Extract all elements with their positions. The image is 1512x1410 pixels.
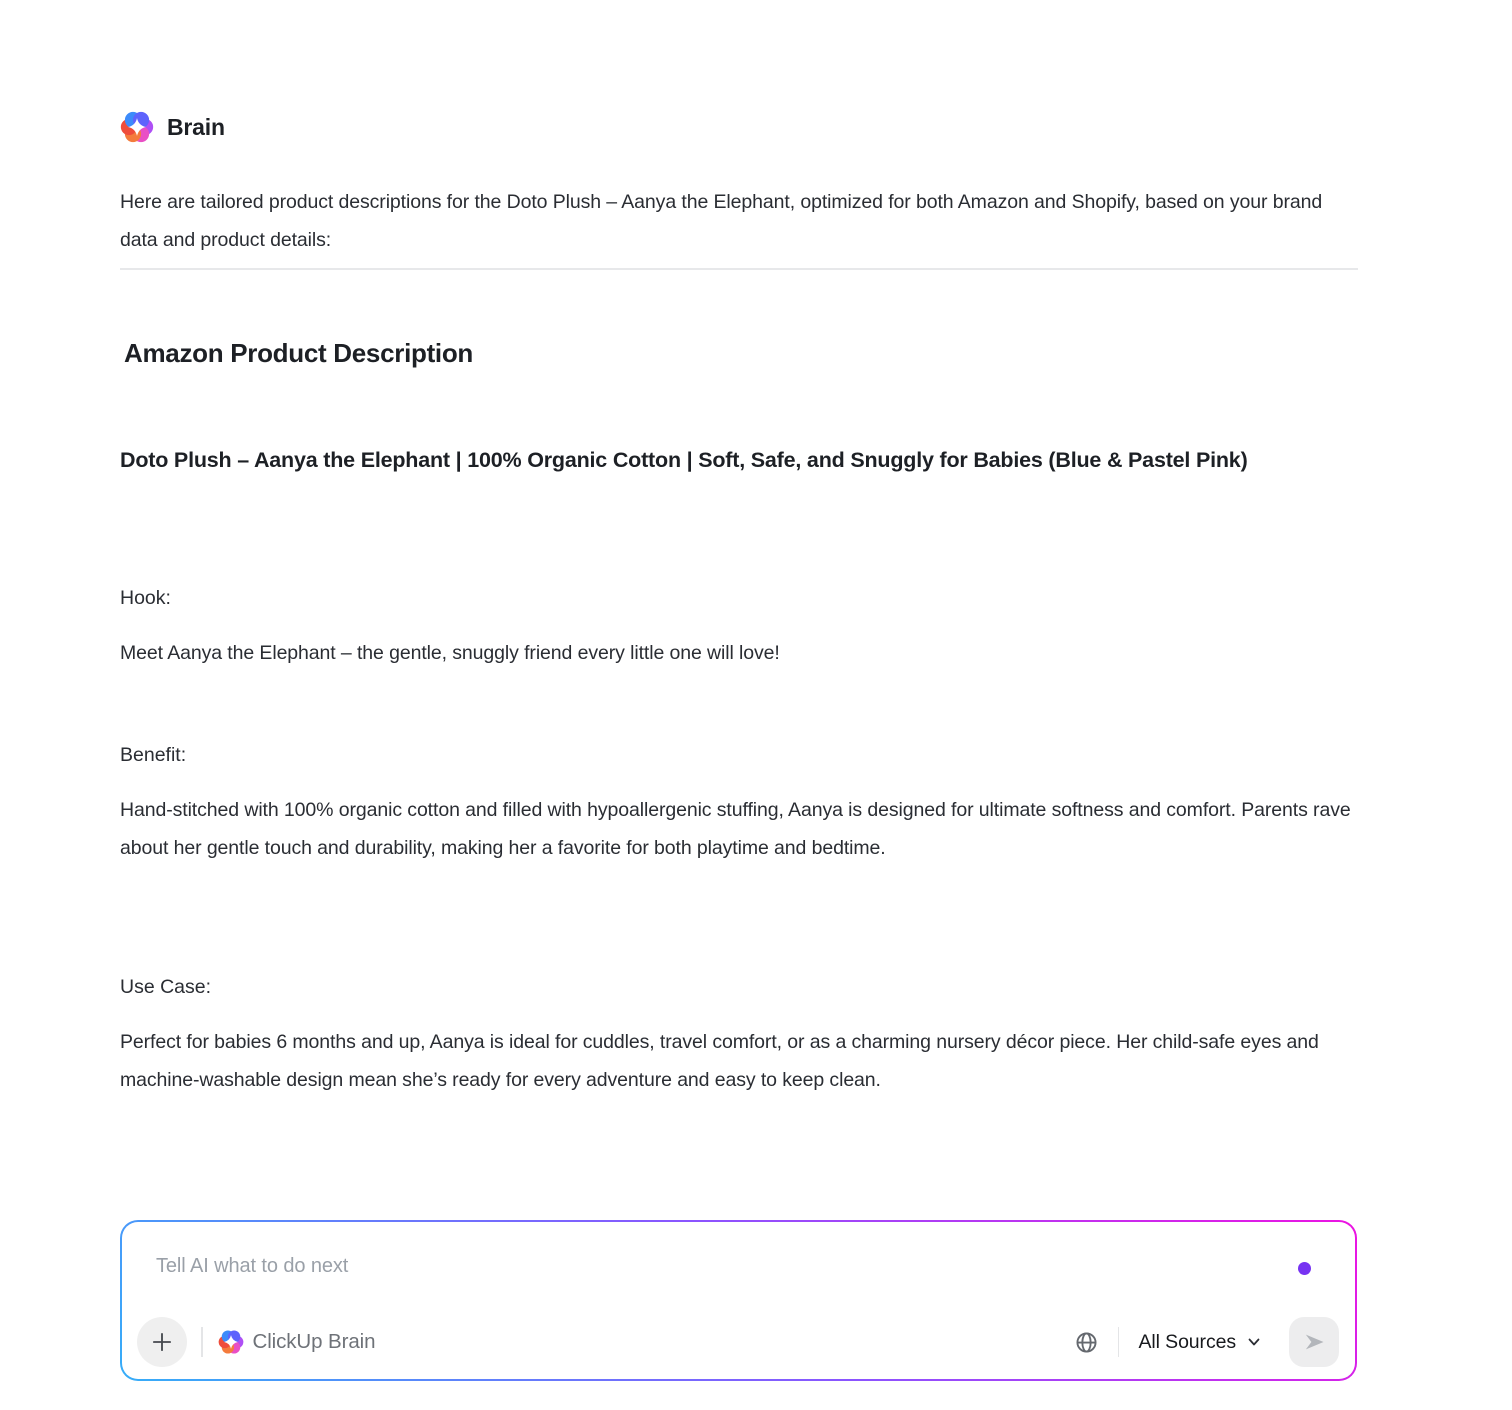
brain-header: [120, 110, 225, 144]
add-attachment-button[interactable]: [137, 1317, 187, 1367]
brain-flower-icon: [218, 1329, 244, 1355]
chevron-down-icon: [1246, 1334, 1262, 1350]
ai-composer-inner: [122, 1222, 1355, 1379]
benefit-label: Benefit:: [120, 744, 187, 766]
use-case-label: Use Case:: [120, 976, 212, 998]
sources-label: All Sources: [1138, 1330, 1236, 1353]
intro-paragraph: Here are tailored product descriptions for the Doto Plush – Aanya the Elephant, optimized for both Amazon and Shopify, based on your brand data and product details:: [120, 191, 1323, 251]
brand-label: ClickUp Brain: [252, 1330, 376, 1353]
use-case-text: Perfect for babies 6 months and up, Aanya is ideal for cuddles, travel comfort, or as a charming nursery décor piece. Her child-safe eyes and machine-washable design mean she’s ready for every adventure and easy to keep clean.: [120, 1031, 1319, 1091]
ai-prompt-input[interactable]: Tell AI what to do next: [156, 1255, 349, 1277]
brain-flower-icon: [120, 110, 154, 144]
send-icon: [1301, 1329, 1327, 1355]
hook-text: Meet Aanya the Elephant – the gentle, snuggly friend every little one will love!: [120, 642, 780, 664]
sources-dropdown[interactable]: [1138, 1331, 1262, 1354]
composer-toolbar: [137, 1317, 1339, 1367]
web-search-button[interactable]: [1074, 1330, 1099, 1355]
product-title: Doto Plush – Aanya the Elephant | 100% Organic Cotton | Soft, Safe, and Snuggly for Babies (Blue & Pastel Pink): [120, 448, 1248, 472]
amazon-description-heading: Amazon Product Description: [124, 338, 474, 368]
globe-icon: [1074, 1330, 1099, 1355]
clickup-brain-model-selector[interactable]: [218, 1329, 376, 1355]
benefit-text: Hand-stitched with 100% organic cotton and filled with hypoallergenic stuffing, Aanya is designed for ultimate softness and comfort. Parents rave about her gentle touch and durability, making her a favorite for both playtime and bedtime.: [120, 799, 1351, 859]
hook-label: Hook:: [120, 587, 171, 609]
brain-title: Brain: [167, 113, 225, 140]
send-button[interactable]: [1289, 1317, 1339, 1367]
toolbar-divider: [201, 1327, 203, 1357]
ai-status-dot: [1298, 1262, 1311, 1275]
ai-composer: [120, 1220, 1357, 1381]
plus-icon: [149, 1329, 175, 1355]
section-divider: [120, 268, 1358, 270]
toolbar-divider: [1118, 1327, 1120, 1357]
